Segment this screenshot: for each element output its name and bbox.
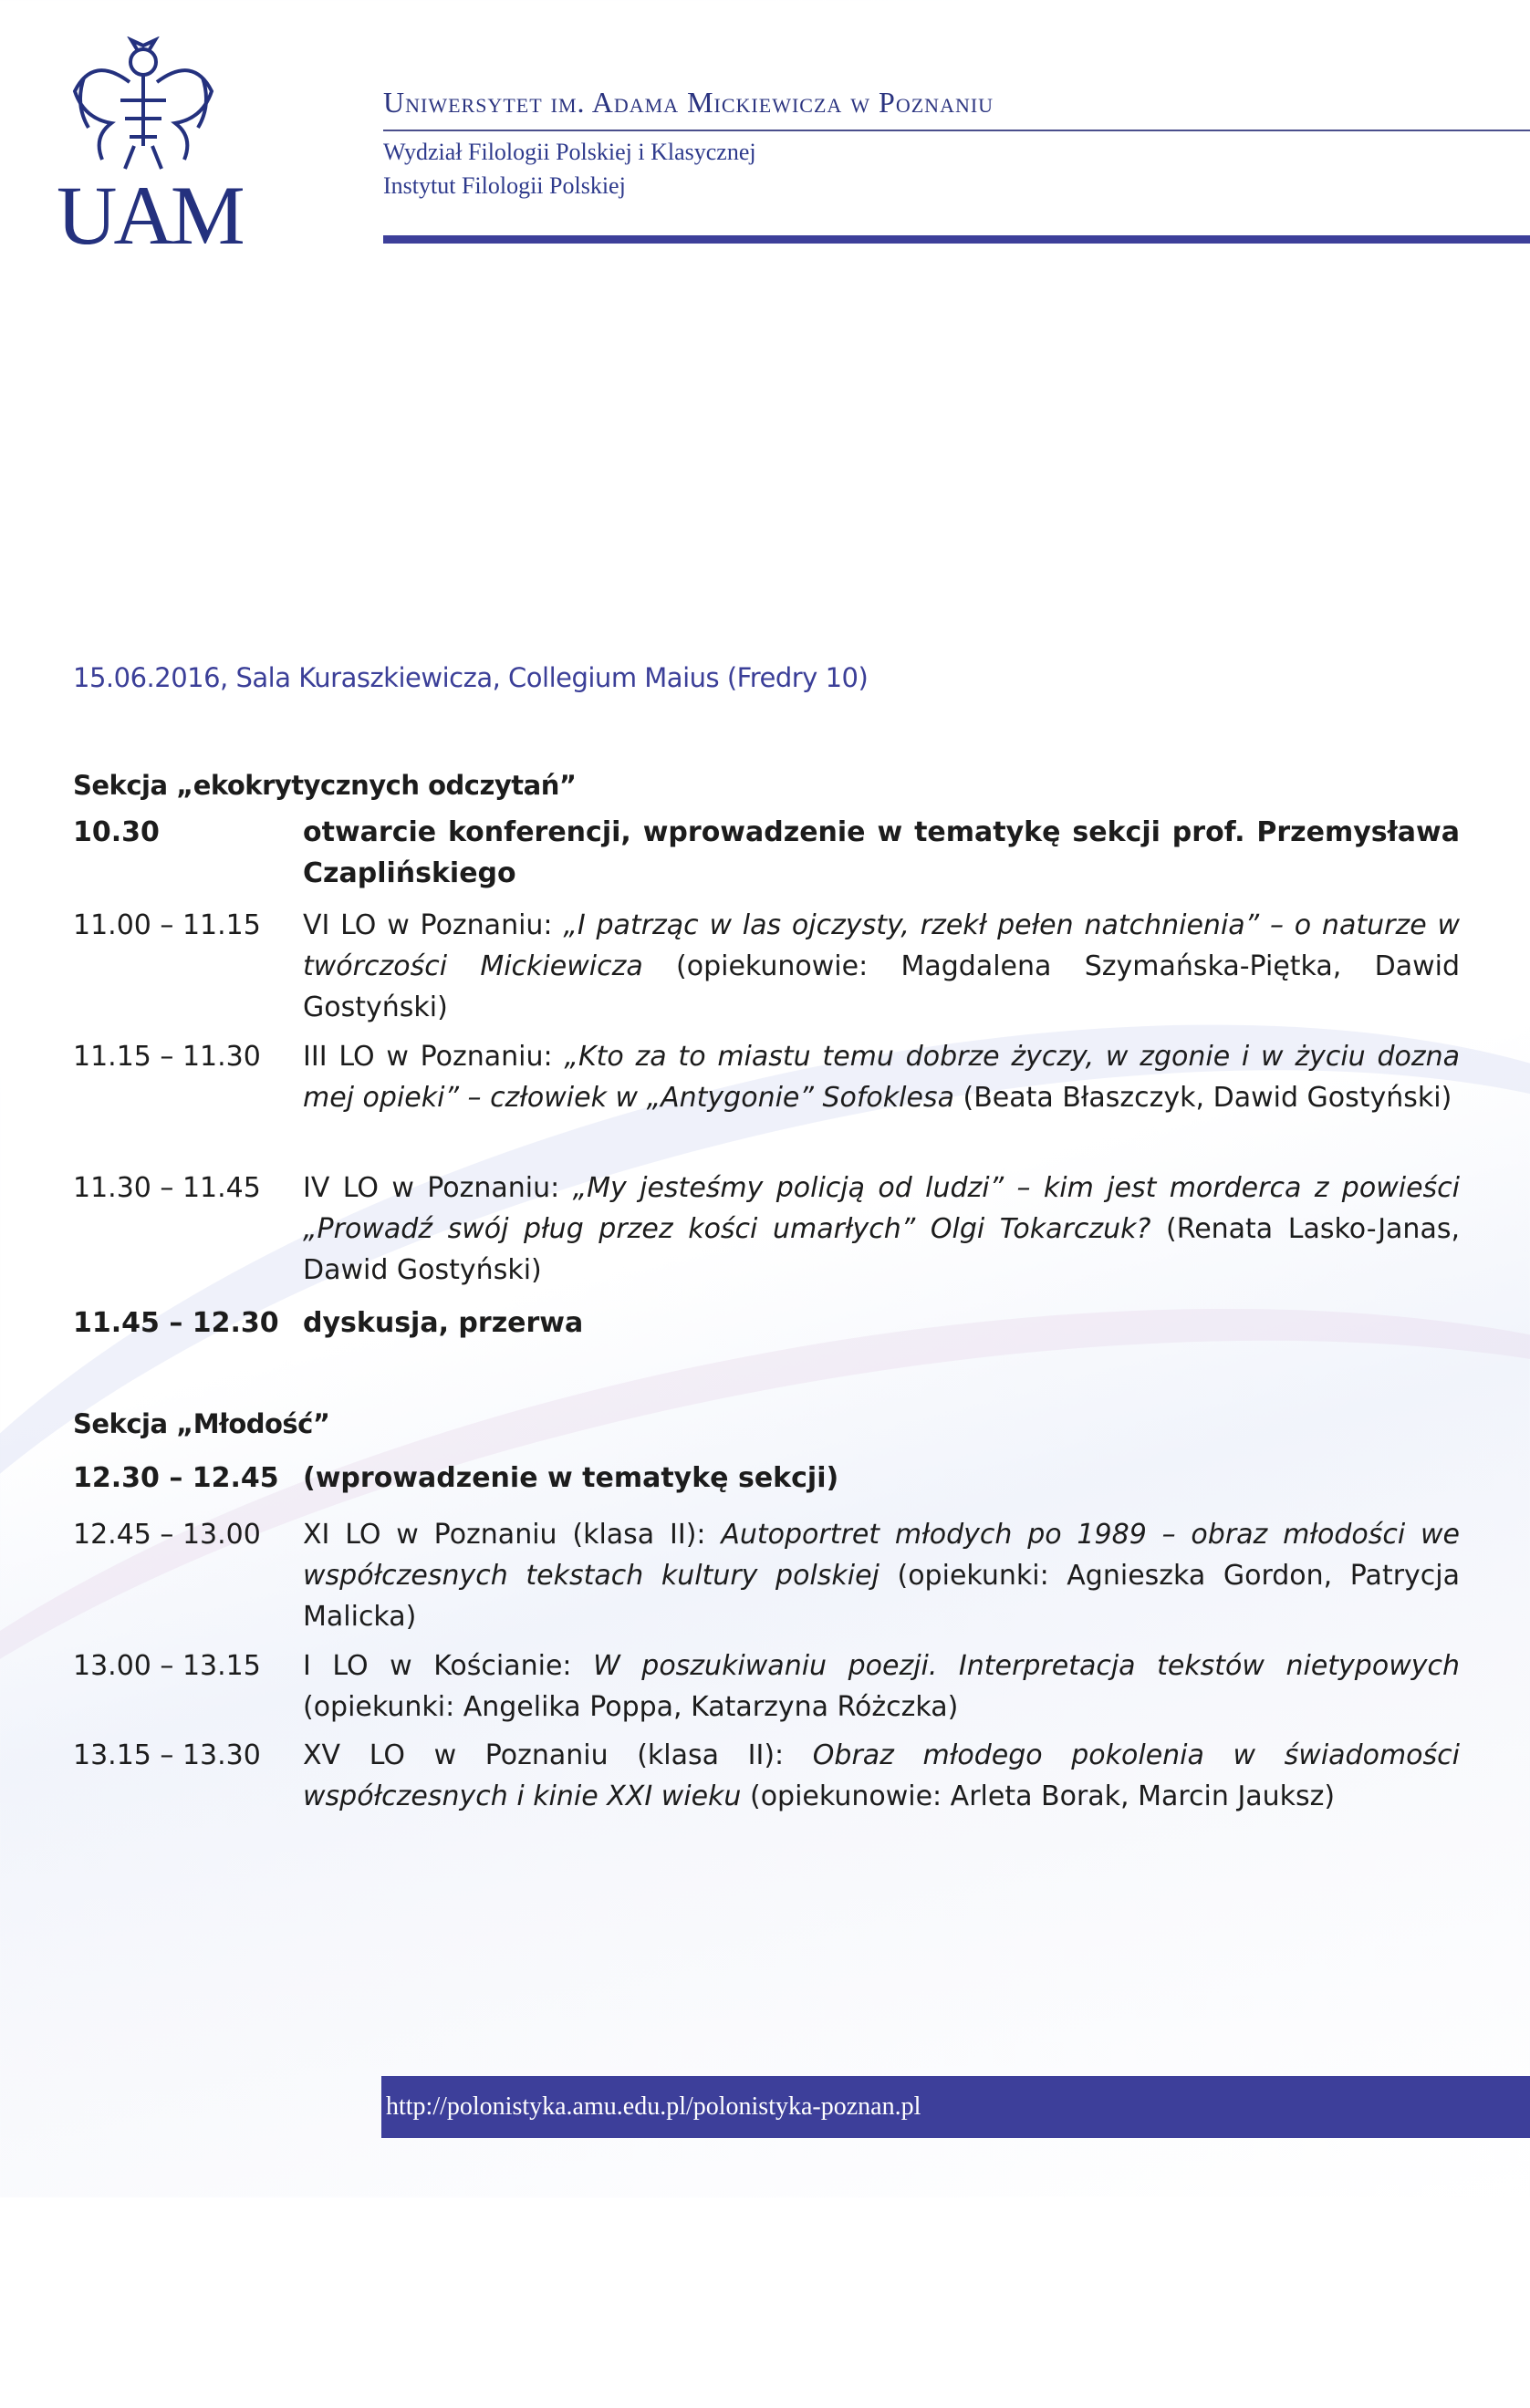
section-title: Sekcja „Młodość” <box>73 1408 330 1439</box>
schedule-description: (wprowadzenie w tematykę sekcji) <box>303 1462 839 1494</box>
schedule-description: VI LO w Poznaniu: „I patrząc w las ojczysty, rzekł pełen natchnienia” – o naturze w twórczości Mickiewicza (opiekunowie: Magdalena Szymańska-Piętka, Dawid Gostyński) <box>303 909 1461 1023</box>
schedule-time: 12.45 – 13.00 <box>73 1519 261 1551</box>
schedule-description: XI LO w Poznaniu (klasa II): Autoportret młodych po 1989 – obraz młodości we współczesnych tekstach kultury polskiej (opiekunki: Agnieszka Gordon, Patrycja Malicka) <box>303 1519 1461 1633</box>
schedule-description: dyskusja, przerwa <box>303 1307 584 1339</box>
header-divider <box>383 130 1530 131</box>
schedule-time: 10.30 <box>73 816 160 848</box>
uam-logo <box>57 36 242 262</box>
eagle-emblem-icon <box>57 36 230 173</box>
schedule-time: 13.00 – 13.15 <box>73 1650 261 1682</box>
logo-text: UAM <box>57 169 242 262</box>
schedule-description: otwarcie konferencji, wprowadzenie w tematykę sekcji prof. Przemysława Czaplińskiego <box>303 816 1460 889</box>
schedule-time: 11.45 – 12.30 <box>73 1307 279 1339</box>
footer-url-text[interactable]: http://polonistyka.amu.edu.pl/polonistyka-poznan.pl <box>386 2092 921 2121</box>
schedule-time: 12.30 – 12.45 <box>73 1462 279 1494</box>
schedule-description: III LO w Poznaniu: „Kto za to miastu temu dobrze życzy, w zgonie i w życiu dozna mej opieki” – człowiek w „Antygonie” Sofoklesa (Beata Błaszczyk, Dawid Gostyński) <box>303 1041 1460 1114</box>
university-name: Uniwersytet im. Adama Mickiewicza w Poznaniu <box>383 86 994 119</box>
section-title: Sekcja „ekokrytycznych odczytań” <box>73 770 577 801</box>
schedule-description: I LO w Kościanie: W poszukiwaniu poezji. Interpretacja tekstów nietypowych (opiekunki: Angelika Poppa, Katarzyna Różczka) <box>303 1650 1461 1723</box>
footer-bar <box>381 2076 1530 2138</box>
schedule-time: 11.30 – 11.45 <box>73 1172 261 1204</box>
faculty-name: Wydział Filologii Polskiej i Klasycznej <box>383 139 756 165</box>
footer-link[interactable] <box>381 2076 1530 2138</box>
schedule-time: 11.00 – 11.15 <box>73 909 261 941</box>
event-date-location: 15.06.2016, Sala Kuraszkiewicza, Collegium Maius (Fredry 10) <box>73 662 869 693</box>
schedule-time: 13.15 – 13.30 <box>73 1739 261 1771</box>
header-bar <box>383 235 1530 244</box>
schedule-time: 11.15 – 11.30 <box>73 1041 261 1073</box>
schedule-description: IV LO w Poznaniu: „My jesteśmy policją od ludzi” – kim jest morderca z powieści „Prowadź swój pług przez kości umarłych” Olgi Tokarczuk? (Renata Lasko-Janas, Dawid Gostyński) <box>303 1172 1460 1286</box>
institute-name: Instytut Filologii Polskiej <box>383 172 626 199</box>
schedule-description: XV LO w Poznaniu (klasa II): Obraz młodego pokolenia w świadomości współczesnych i kinie XXI wieku (opiekunowie: Arleta Borak, Marcin Jauksz) <box>303 1739 1460 1812</box>
